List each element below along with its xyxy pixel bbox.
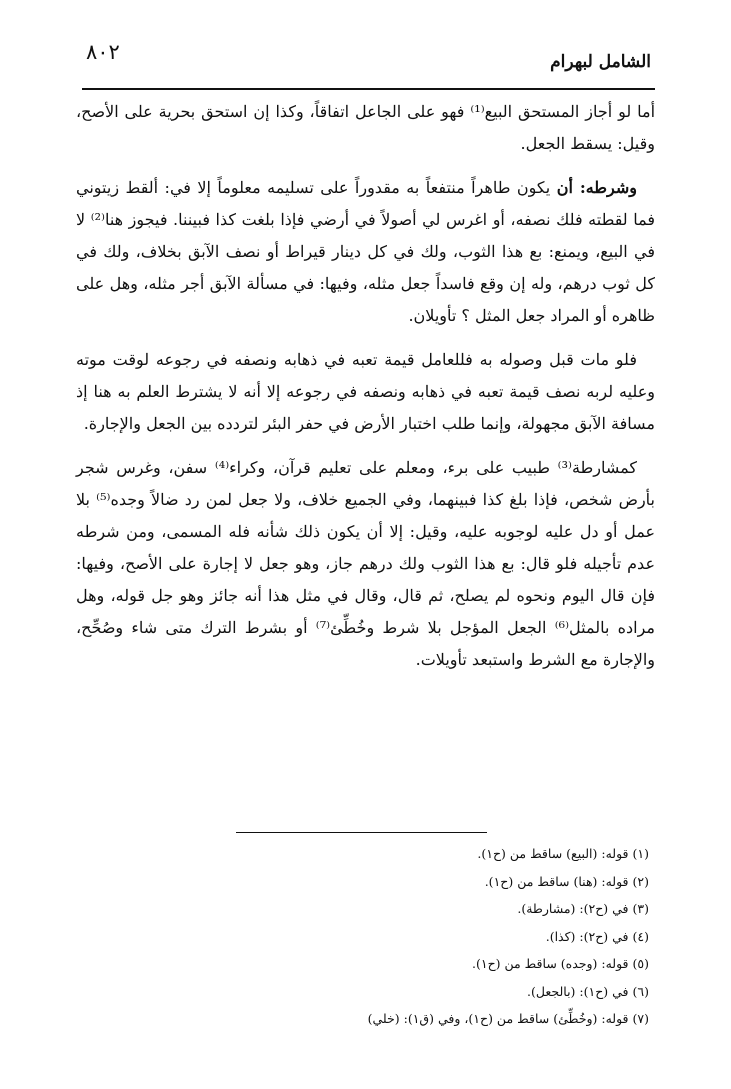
footnote-6: (٦) في (ح١): (بالجعل).: [527, 983, 649, 999]
running-head: الشامل لبهرام: [550, 52, 651, 72]
paragraph-3: فلو مات قبل وصوله به فللعامل قيمة تعبه في ذهابه ونصفه في رجوعه لوقت موته وعليه لربه نصف قيمة تعبه في ذهابه ونصفه في رجوعه إلا أنه لا يشترط العلم به هنا إذ مسافة الآبق مجهولة، وإنما طلب اختبار الأرض في حفر البئر لتردده بين الجعل والإجارة.: [76, 350, 655, 433]
footnote-2: (٢) قوله: (هنا) ساقط من (ح١).: [484, 873, 649, 889]
paragraph-2: [76, 172, 655, 332]
paragraph-2-lead: وشرطه: أن: [556, 178, 637, 197]
paragraph-2-body: يكون طاهراً منتفعاً به مقدوراً على تسليمه معلوماً إلا في: ألقط زيتوني فما لقطته فلك نصفه، أو اغرس لي أصولاً في أرضي فإذا بلغت كذا فبيننا. فيجوز هنا⁽²⁾ لا في البيع، ويمنع: بع هذا الثوب، ولك في كل دينار قيراط أو نصف الآبق بخلاف، ولك في كل ثوب درهم، وله إن وقع فاسداً جعل مثله، وفيها: في مسألة الآبق أجر مثله، وهل على ظاهره أو المراد جعل المثل ؟ تأويلان.: [76, 178, 656, 325]
paragraph-1: أما لو أجاز المستحق البيع⁽¹⁾ فهو على الجاعل اتفاقاً، وكذا إن استحق بحرية على الأصح، وقيل: يسقط الجعل.: [76, 102, 656, 153]
footnote-separator: [236, 832, 487, 833]
footnotes: [200, 840, 655, 1033]
main-text: [76, 96, 655, 688]
footnote-7: (٧) قوله: (وخُطِّئ) ساقط من (ح١)، وفي (ق١): (خلي): [367, 1011, 649, 1026]
footnote-5: (٥) قوله: (وجده) ساقط من (ح١).: [472, 956, 649, 971]
footnote-4: (٤) في (ح٢): (كذا).: [545, 928, 649, 944]
header-rule: [82, 88, 655, 90]
footnote-3: (٣) في (ح٢): (مشارطة).: [517, 901, 649, 916]
footnote-1: (١) قوله: (البيع) ساقط من (ح١).: [477, 846, 649, 861]
page-number: ٨٠٢: [86, 40, 120, 64]
paragraph-4: كمشارطة⁽³⁾ طبيب على برء، ومعلم على تعليم قرآن، وكراء⁽⁴⁾ سفن، وغرس شجر بأرض شخص، فإذا بلغ كذا فبينهما، وفي الجميع خلاف، ولا جعل لمن رد ضالاً وجده⁽⁵⁾ بلا عمل أو دل عليه لوجوبه عليه، وقيل: إلا أن يكون ذلك شأنه فله المسمى، ومن شرطه عدم تأجيله فلو قال: بع هذا الثوب ولك درهم جاز، وهو جعل لا إجارة على الأصح، وفيها: فإن قال اليوم ونحوه لم يصلح، ثم قال، وقال في مثل هذا أنه جائز وهو جل قوله، وهل مراده بالمثل⁽⁶⁾ الجعل المؤجل بلا شرط وخُطِّئ⁽⁷⁾ أو بشرط الترك متى شاء وصُحِّح، والإجارة مع الشرط واستبعد تأويلات.: [76, 458, 656, 669]
